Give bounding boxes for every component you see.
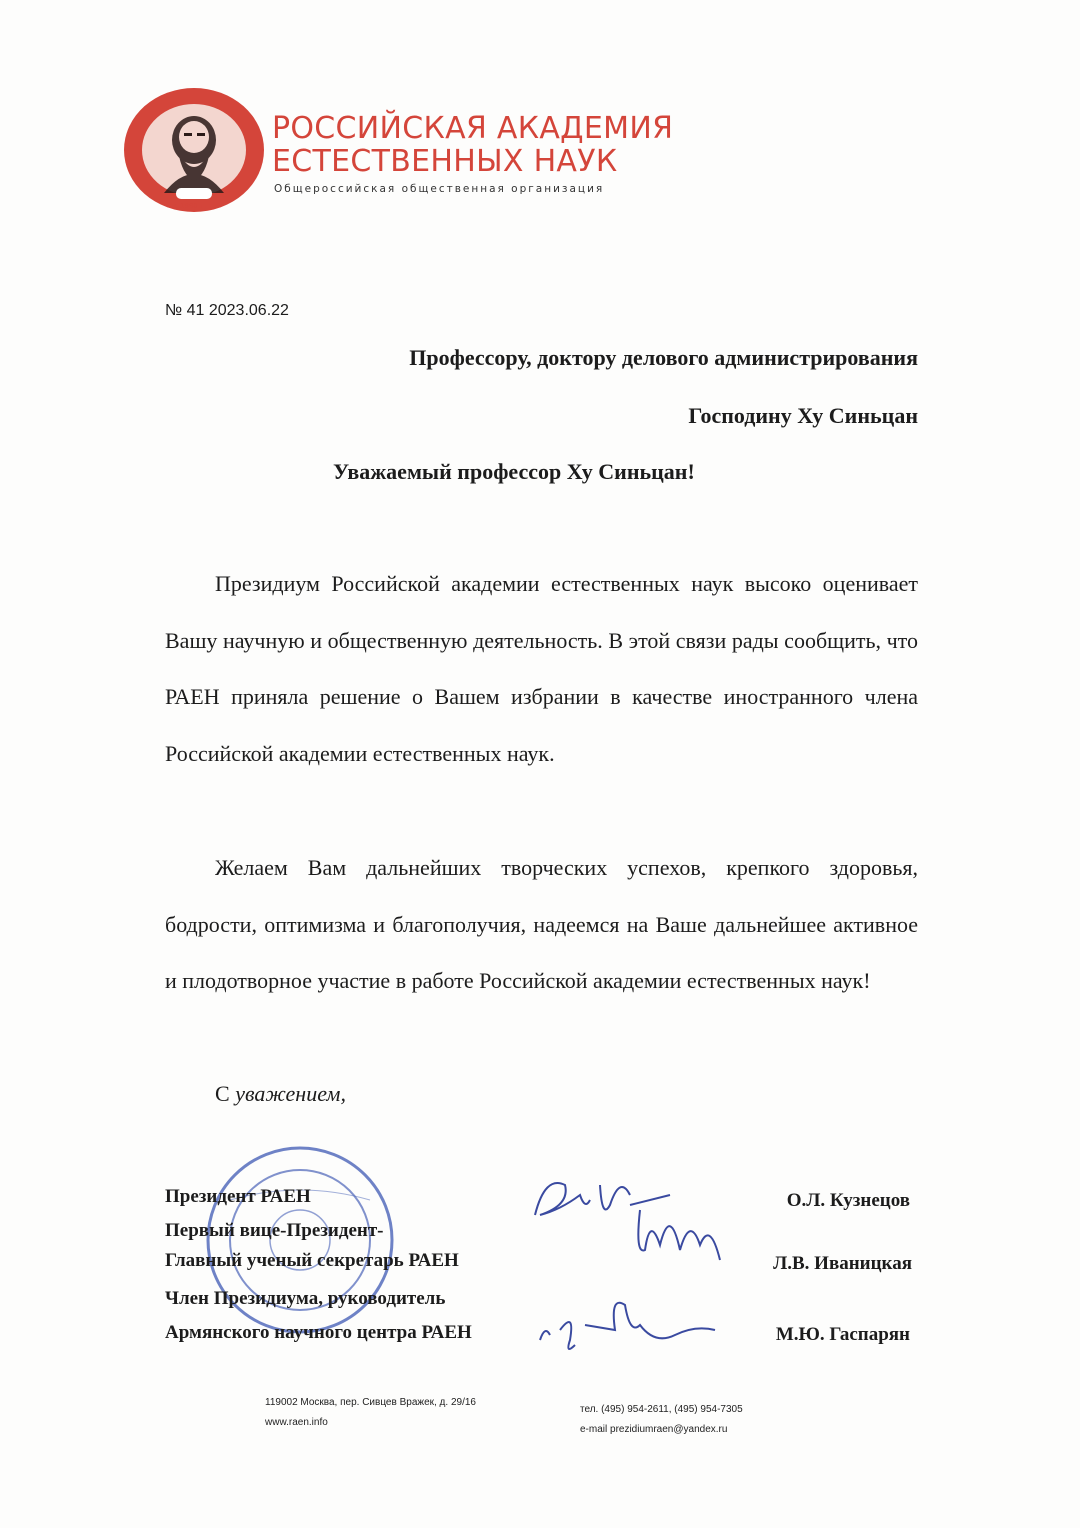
signature-gasparyan [535, 1285, 735, 1355]
signatory-3-title-line1: Член Президиума, руководитель [165, 1288, 446, 1309]
signatory-2-name: Л.В. Иваницкая [773, 1253, 912, 1274]
footer-phone: тел. (495) 954-2611, (495) 954-7305 [580, 1404, 743, 1415]
signatory-2-title-line1: Первый вице-Президент- [165, 1220, 384, 1241]
salutation: Уважаемый профессор Ху Синьцан! [333, 459, 695, 484]
signature-kuznetsov-ivanitskaya [520, 1165, 750, 1275]
signatory-3-name: М.Ю. Гаспарян [775, 1324, 910, 1345]
footer-left [265, 1393, 476, 1433]
signatory-2-title-line2: Главный ученый секретарь РАЕН [165, 1250, 459, 1271]
addressee-line2: Господину Ху Синьцан [688, 403, 918, 428]
footer-address: 119002 Москва, пер. Сивцев Вражек, д. 29/16 [265, 1397, 476, 1408]
closing: С уважением, [215, 1081, 346, 1106]
academy-logo [120, 85, 268, 215]
body-paragraph-1: Президиум Российской академии естественных наук высоко оценивает Вашу научную и общественную деятельность. В этой связи рады сообщить, что РАЕН приняла решение о Вашем избрании в качестве иностранного члена Российской академии естественных наук. [165, 571, 918, 766]
footer-website[interactable]: www.raen.info [265, 1417, 328, 1428]
org-name [272, 112, 673, 178]
footer-email[interactable]: e-mail prezidiumraen@yandex.ru [580, 1424, 728, 1435]
body-paragraph-2: Желаем Вам дальнейших творческих успехов, крепкого здоровья, бодрости, оптимизма и благополучия, надеемся на Ваше дальнейшее активное и плодотворное участие в работе Российской академии естественных наук! [165, 855, 918, 994]
footer-right [580, 1400, 743, 1440]
logo-year: с 1990 г. [174, 202, 207, 210]
org-subtitle: Общероссийская общественная организация [274, 183, 605, 195]
signatory-1-title: Президент РАЕН [165, 1186, 311, 1207]
signatory-1-name: О.Л. Кузнецов [786, 1190, 910, 1211]
org-name-line1: РОССИЙСКАЯ АКАДЕМИЯ [272, 111, 674, 146]
closing-text: уважением, [235, 1081, 346, 1106]
document-number: № 41 2023.06.22 [165, 302, 289, 319]
addressee-line1: Профессору, доктору делового администрирования [409, 345, 918, 370]
signatory-3-title-line2: Армянского научного центра РАЕН [165, 1322, 472, 1343]
org-name-line2: ЕСТЕСТВЕННЫХ НАУК [272, 144, 618, 179]
